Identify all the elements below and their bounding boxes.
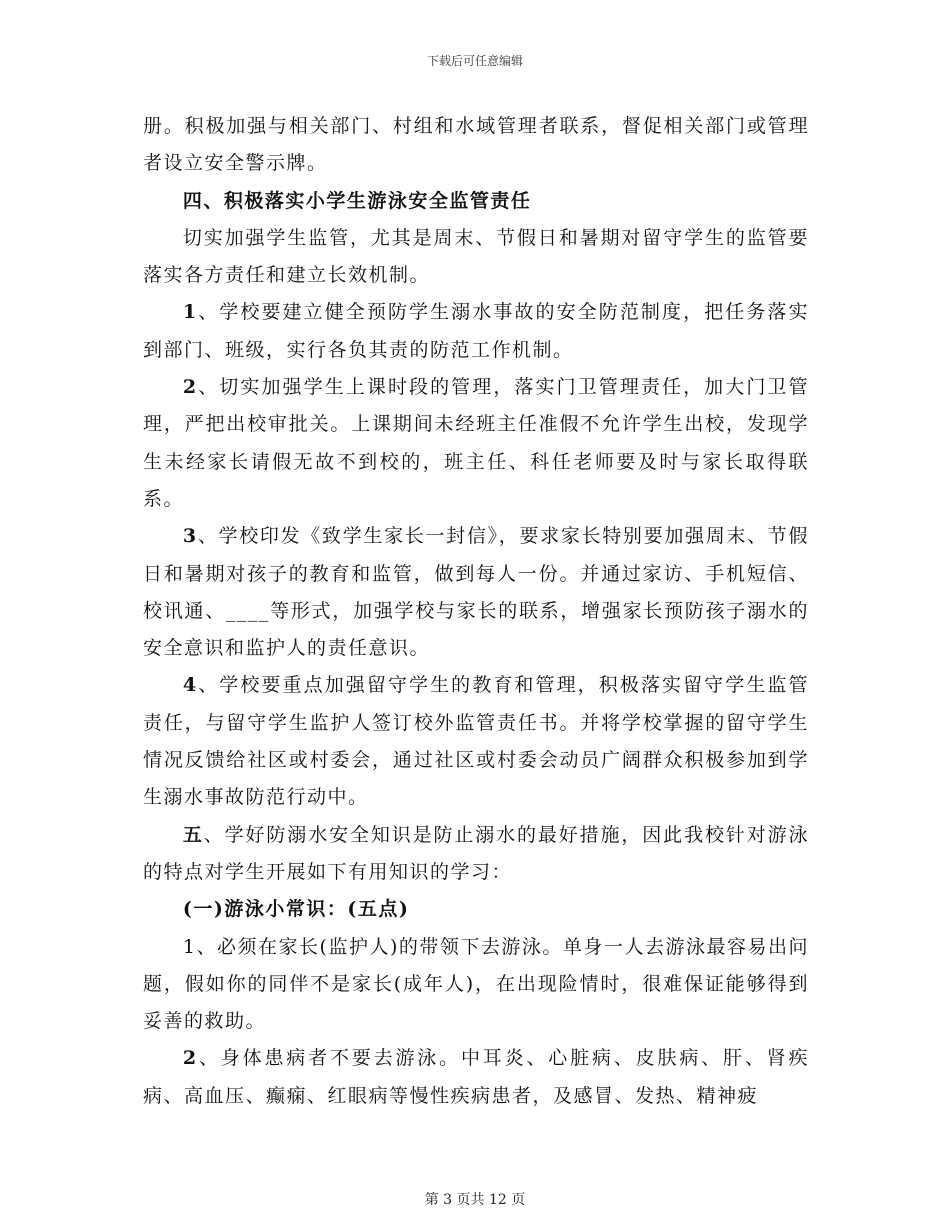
paragraph-intro: 切实加强学生监管，尤其是周末、节假日和暑期对留守学生的监管要落实各方责任和建立长效机制。	[143, 226, 809, 287]
tip-item-1: 1、必须在家长(监护人)的带领下去游泳。单身一人去游泳最容易出问题，假如你的同伴不是家长(成年人)，在出现险情时，很难保证能够得到妥善的救助。	[143, 935, 809, 1033]
section-5-paragraph: 五、学好防溺水安全知识是防止溺水的最好措施，因此我校针对游泳的特点对学生开展如下有用知识的学习：	[143, 823, 809, 883]
list-item-1: 1、学校要建立健全预防学生溺水事故的安全防范制度，把任务落实到部门、班级，实行各负其责的防范工作机制。	[143, 301, 809, 361]
list-item-2: 2、切实加强学生上课时段的管理，落实门卫管理责任，加大门卫管理，严把出校审批关。上课期间未经班主任准假不允许学生出校，发现学生未经家长请假无故不到校的，班主任、科任老师要及时与家长取得联系。	[143, 376, 809, 510]
list-item-4: 4、学校要重点加强留守学生的教育和管理，积极落实留守学生监管责任，与留守学生监护人签订校外监管责任书。并将学校掌握的留守学生情况反馈给社区或村委会，通过社区或村委会动员广阔群众积极参加到学生溺水事故防范行动中。	[143, 674, 809, 809]
tip-item-2: 2、身体患病者不要去游泳。中耳炎、心脏病、皮肤病、肝、肾疾病、高血压、癫痫、红眼病等慢性疾病患者，及感冒、发热、精神疲	[143, 1047, 809, 1107]
paragraph-continuation: 册。积极加强与相关部门、村组和水域管理者联系，督促相关部门或管理者设立安全警示牌。	[143, 115, 809, 175]
page-footer: 第 3 页共 12 页	[424, 1192, 526, 1208]
subsection-heading-1: (一)游泳小常识：(五点)	[182, 898, 410, 921]
page-header: 下载后可任意编辑	[426, 54, 523, 68]
section-heading-4: 四、积极落实小学生游泳安全监管责任	[182, 189, 532, 212]
document-body	[143, 108, 809, 1115]
list-item-3: 3、学校印发《致学生家长一封信》，要求家长特别要加强周末、节假日和暑期对孩子的教育和监管，做到每人一份。并通过家访、手机短信、校讯通、____等形式，加强学校与家长的联系，增强家长预防孩子溺水的安全意识和监护人的责任意识。	[143, 525, 809, 660]
